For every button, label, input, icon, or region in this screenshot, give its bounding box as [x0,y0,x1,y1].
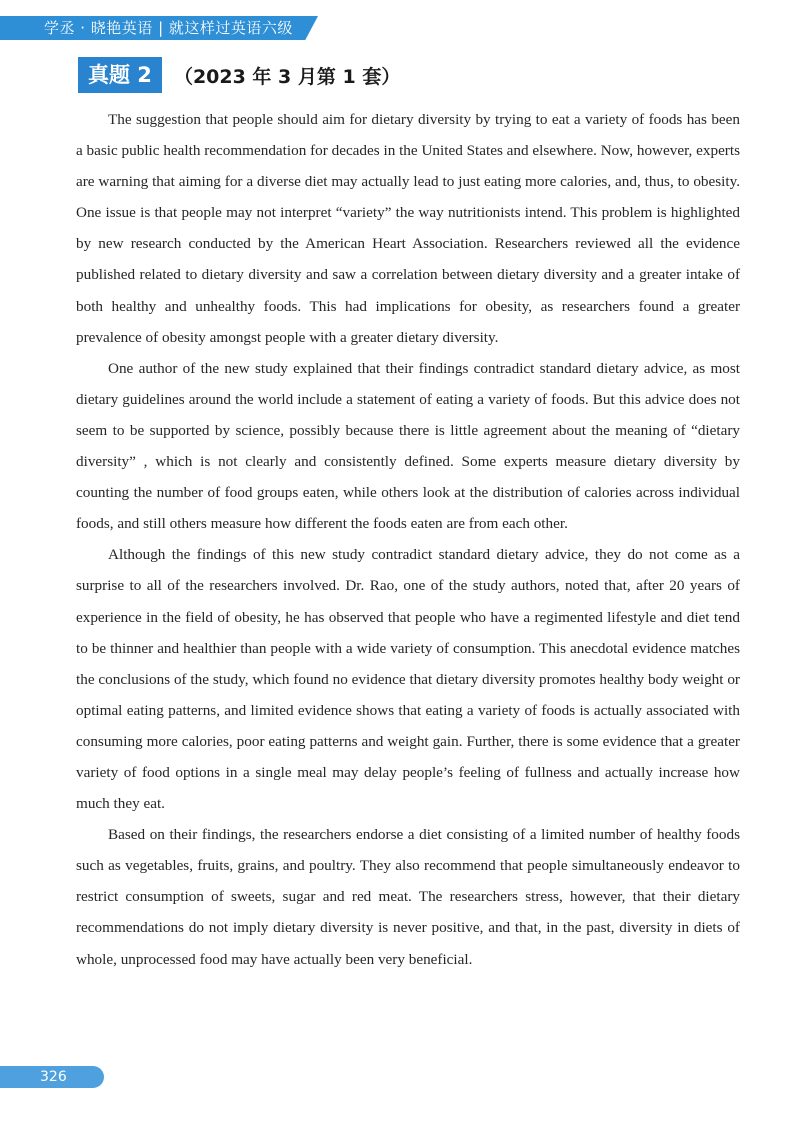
paragraph: The suggestion that people should aim for dietary diversity by trying to eat a variety of foods has been a basic public health recommendation for decades in the United States and elsewhere. Now, however, experts are warning that aiming for a diverse diet may actually lead to just eating more calories, and, thus, to obesity. One issue is that people may not interpret “variety” the way nutritionists intend. This problem is highlighted by new research conducted by the American Heart Association. Researchers reviewed all the evidence published related to dietary diversity and saw a correlation between dietary diversity and a greater intake of both healthy and unhealthy foods. This had implications for obesity, as researchers found a greater prevalence of obesity amongst people with a greater dietary diversity. [76,111,740,346]
page-number: 326 [40,1069,67,1085]
section-badge: 真题 2 [78,57,162,93]
paragraph: Although the findings of this new study contradict standard dietary advice, they do not come as a surprise to all of the researchers involved. Dr. Rao, one of the study authors, noted that, after 20 years of experience in the field of obesity, he has observed that people who have a regimented lifestyle and diet tend to be thinner and healthier than people with a wide variety of consumption. This anecdotal evidence matches the conclusions of the study, which found no evidence that dietary diversity promotes healthy body weight or optimal eating patterns, and limited evidence shows that eating a variety of foods is actually associated with consuming more calories, poor eating patterns and weight gain. Further, there is some evidence that a greater variety of food options in a single meal may delay people’s feeling of fullness and actually increase how much they eat. [76,546,740,813]
passage [76,104,740,975]
section-subtitle: （2023 年 3 月第 1 套） [173,65,401,88]
paragraph: One author of the new study explained that their findings contradict standard dietary advice, as most dietary guidelines around the world include a statement of eating a variety of foods. But this advice does not seem to be supported by science, possibly because there is little agreement about the meaning of “dietary diversity” , which is not clearly and consistently defined. Some experts measure dietary diversity by counting the number of food groups eaten, while others look at the distribution of calories across individual foods, and still others measure how different the foods eaten are from each other. [76,359,740,533]
paragraph: Based on their findings, the researchers endorse a diet consisting of a limited number of healthy foods such as vegetables, fruits, grains, and poultry. They also recommend that people simultaneously endeavor to restrict consumption of sweets, sugar and red meat. The researchers stress, however, that their dietary recommendations do not imply dietary diversity is never positive, and that, in the past, diversity in diets of whole, unprocessed food may have actually been very beneficial. [76,826,740,968]
series-title: 学丞 · 晓艳英语 | 就这样过英语六级 [44,19,293,37]
section-title [78,57,400,93]
